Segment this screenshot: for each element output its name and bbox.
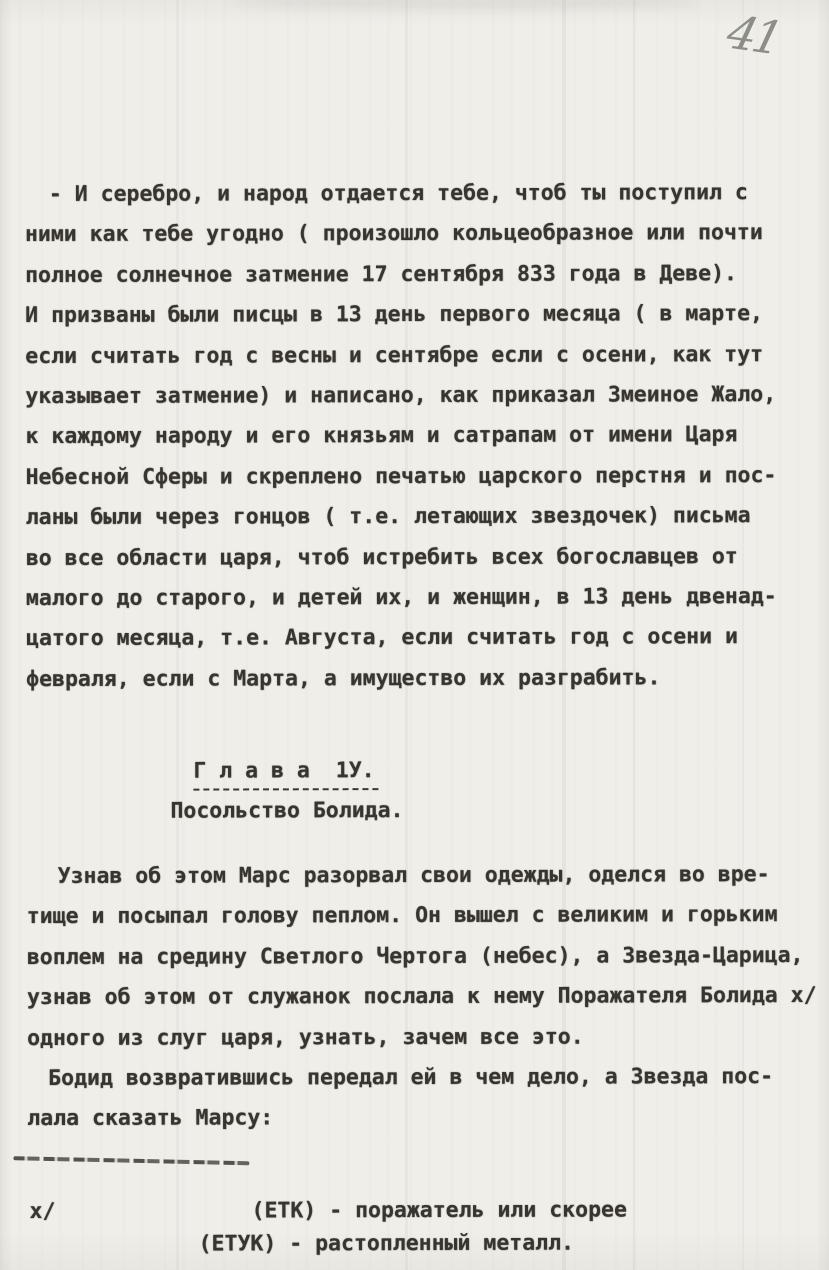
text-line: - И серебро, и народ отдается тебе, чтоб ты поступил с [48,180,748,207]
text-line: Бодид возвратившись передал ей в чем дело, а Звезда пос- [48,1064,774,1091]
footnote-marker: х/ [29,1198,56,1225]
text-line: узнав об этом от служанок послала к нему Поражателя Болида х/ [26,983,817,1011]
text-line: во все области царя, чтоб истребить всех богославцев от [25,543,738,571]
handwritten-page-number: 41 [721,5,785,65]
text-line: если считать год с весны и сентябре если с осени, как тут [25,341,764,369]
text-line: лала сказать Марсу: [27,1105,274,1132]
paragraph-bolid-return [27,1057,810,1140]
text-line: Небесной Сферы и скреплено печатью царского перстня и пос- [25,462,777,490]
text-line: одного из слуг царя, узнать, зачем все это. [27,1024,584,1051]
text-line: воплем на средину Светлого Чертога (небес), а Звезда-Царица, [26,942,804,970]
text-line: Узнав об этом Марс разорвал свои одежды, оделся во вре- [57,862,770,889]
footnote-text-line-2: (ЕТУК) - растопленный металл. [198,1230,575,1257]
text-line: малого до старого, и детей их, и женщин, в 13 день двенад- [25,583,777,611]
text-line: полное солнечное затмение 17 сентября 833 года в Деве). [25,260,738,288]
text-line: указывает затмение) и написано, как приказал Змеиное Жало, [25,382,777,409]
text-line: тище и посыпал голову пеплом. Он вышел с великим и горьким [26,902,778,930]
paragraph-mars-mourning [26,855,817,1059]
text-line: И призваны были писцы в 13 день первого месяца ( в марте, [25,301,764,329]
chapter-subtitle: Посольство Болида. [170,798,404,824]
text-line: цатого месяца, т.е. Августа, если считать год с осени и [25,624,738,652]
paragraph-eclipse-decree [25,173,809,700]
footnote-separator [13,1156,249,1165]
text-line: ними как тебе угодно ( произошло кольцеобразное или почти [24,220,763,248]
text-line: к каждому народу и его князьям и сатрапам от имени Царя [25,422,738,450]
text-line: февраля, если с Марта, а имущество их разграбить. [26,665,661,692]
chapter-heading: Г л а в а 1У. [193,756,378,790]
text-line: ланы были через гонцов ( т.е. летающих звездочек) письма [25,503,751,531]
footnote-text-line-1: (ЕТК) - поражатель или скорее [251,1197,627,1224]
